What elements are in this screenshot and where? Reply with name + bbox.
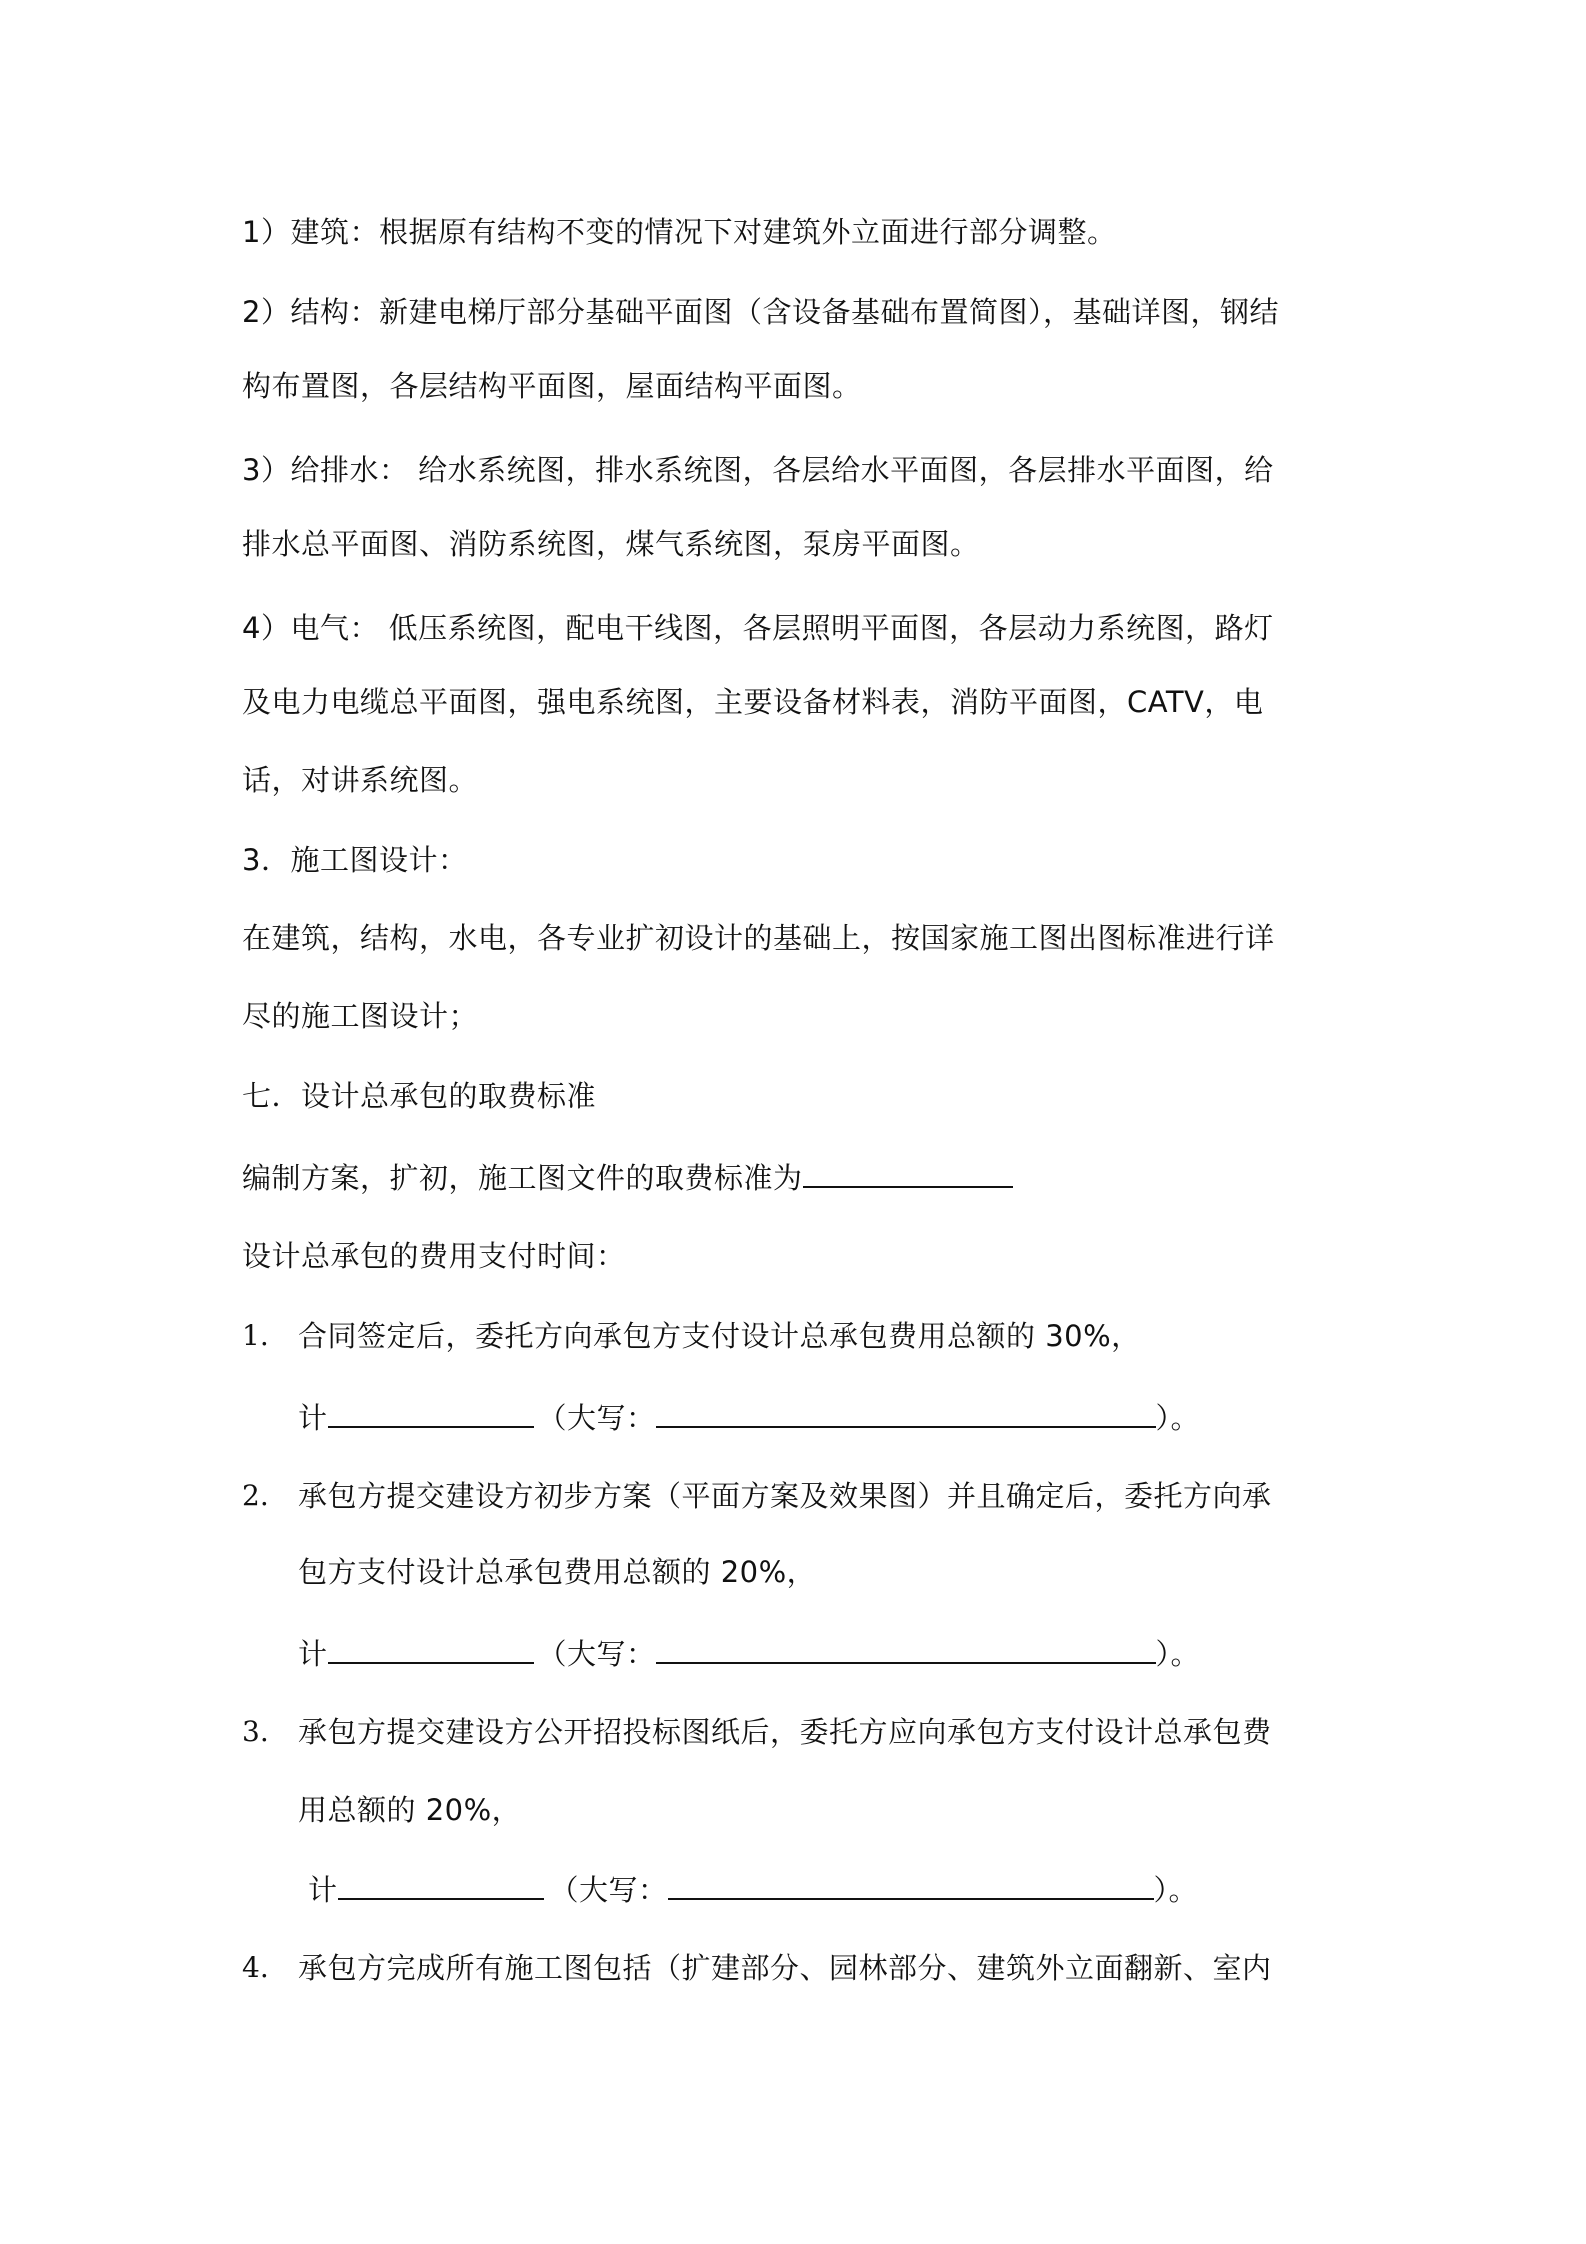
payment-1-end: ）。 [1155,1401,1201,1435]
payment-2-end: ）。 [1155,1637,1201,1671]
payment-1-amount-blank[interactable] [328,1396,534,1428]
payment-3-amount-line [308,1868,1198,1910]
fee-standard-line [242,1156,1013,1198]
payment-1-number: 1. [242,1319,269,1352]
para-construction-line1: 在建筑，结构，水电，各专业扩初设计的基础上，按国家施工图出图标准进行详 [242,921,1275,955]
payment-time-heading: 设计总承包的费用支付时间： [242,1239,626,1273]
payment-3-text-line1: 承包方提交建设方公开招投标图纸后，委托方应向承包方支付设计总承包费 [298,1715,1272,1749]
heading-construction-drawing: 3．施工图设计： [242,843,468,877]
item-electrical-line3: 话，对讲系统图。 [242,763,479,797]
item-plumbing-line2: 排水总平面图、消防系统图，煤气系统图，泵房平面图。 [242,527,980,561]
fee-standard-blank[interactable] [803,1156,1013,1188]
fee-standard-text: 编制方案，扩初，施工图文件的取费标准为 [242,1161,803,1195]
payment-2-daxie-label: （大写： [537,1637,656,1671]
payment-1-text: 合同签定后，委托方向承包方支付设计总承包费用总额的 30%， [298,1319,1141,1353]
payment-2-amount-line [298,1632,1200,1674]
payment-2-text-line2: 包方支付设计总承包费用总额的 20%， [298,1555,817,1589]
payment-4-text-line1: 承包方完成所有施工图包括（扩建部分、园林部分、建筑外立面翻新、室内 [298,1951,1272,1985]
payment-1-amount-line [298,1396,1200,1438]
payment-3-ji-label: 计 [308,1873,338,1907]
item-electrical-line1: 4）电气： 低压系统图，配电干线图，各层照明平面图，各层动力系统图，路灯 [242,611,1274,645]
payment-2-text-line1: 承包方提交建设方初步方案（平面方案及效果图）并且确定后，委托方向承 [298,1479,1272,1513]
payment-1-daxie-label: （大写： [537,1401,656,1435]
payment-3-amount-blank[interactable] [338,1868,544,1900]
payment-3-daxie-blank[interactable] [668,1868,1154,1900]
payment-2-daxie-blank[interactable] [656,1632,1156,1664]
payment-1-ji-label: 计 [298,1401,328,1435]
para-construction-line2: 尽的施工图设计； [242,999,479,1033]
payment-3-daxie-label: （大写： [549,1873,668,1907]
payment-2-number: 2. [242,1479,269,1512]
item-architecture: 1）建筑：根据原有结构不变的情况下对建筑外立面进行部分调整。 [242,215,1117,249]
item-electrical-line2: 及电力电缆总平面图，强电系统图，主要设备材料表，消防平面图，CATV，电 [242,685,1264,719]
item-structure-line2: 构布置图，各层结构平面图，屋面结构平面图。 [242,369,862,403]
payment-4-number: 4. [242,1951,269,1984]
payment-3-end: ）。 [1153,1873,1199,1907]
payment-2-ji-label: 计 [298,1637,328,1671]
payment-3-text-line2: 用总额的 20%， [298,1793,522,1827]
item-plumbing-line1: 3）给排水： 给水系统图，排水系统图，各层给水平面图，各层排水平面图，给 [242,453,1274,487]
payment-2-amount-blank[interactable] [328,1632,534,1664]
heading-fee-standard: 七．设计总承包的取费标准 [242,1079,597,1113]
payment-1-daxie-blank[interactable] [656,1396,1156,1428]
payment-3-number: 3. [242,1715,269,1748]
item-structure-line1: 2）结构：新建电梯厅部分基础平面图（含设备基础布置简图），基础详图，钢结 [242,295,1279,329]
